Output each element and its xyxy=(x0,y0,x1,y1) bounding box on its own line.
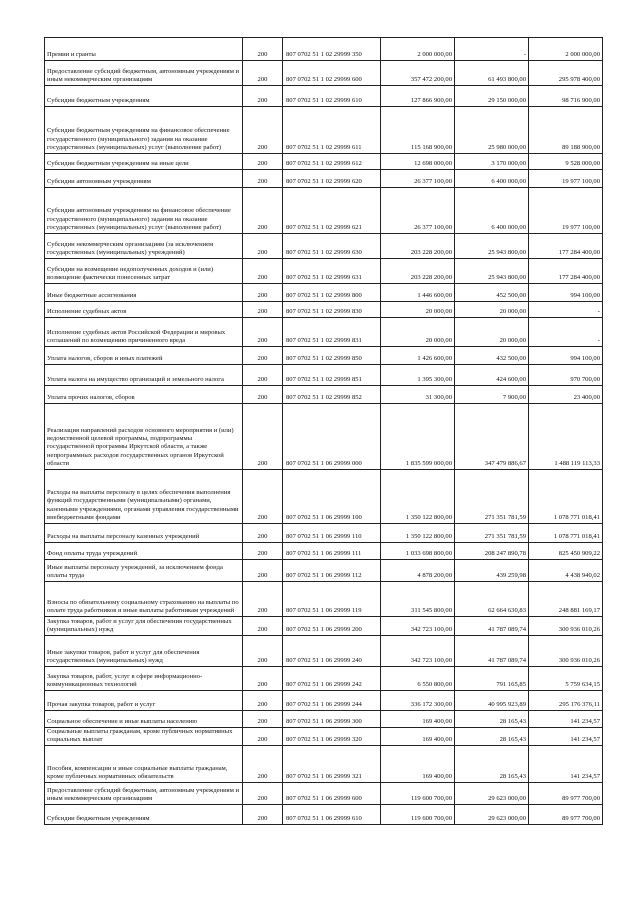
row-executed-amount: 29 623 000,00 xyxy=(455,783,529,805)
row-budget-code: 807 0702 51 1 02 29999 852 xyxy=(283,386,381,404)
row-approved-amount: 336 172 300,00 xyxy=(381,691,455,711)
table-row xyxy=(45,284,603,302)
row-line-code: 200 xyxy=(243,234,283,259)
row-budget-code: 807 0702 51 1 06 29999 110 xyxy=(283,524,381,543)
row-executed-amount: 791 165,85 xyxy=(455,667,529,691)
row-budget-code: 807 0702 51 1 06 29999 000 xyxy=(283,404,381,470)
row-line-code: 200 xyxy=(243,170,283,188)
row-executed-amount: 28 165,43 xyxy=(455,711,529,728)
row-line-code: 200 xyxy=(243,259,283,284)
row-executed-amount: 40 995 923,89 xyxy=(455,691,529,711)
row-executed-amount: 25 943 800,00 xyxy=(455,234,529,259)
row-approved-amount: 115 168 900,00 xyxy=(381,107,455,154)
row-executed-amount: 25 980 000,00 xyxy=(455,107,529,154)
table-row xyxy=(45,107,603,154)
row-executed-amount: 424 600,00 xyxy=(455,365,529,386)
row-approved-amount: 1 426 600,00 xyxy=(381,347,455,365)
table-row xyxy=(45,582,603,617)
row-budget-code: 807 0702 51 1 02 29999 851 xyxy=(283,365,381,386)
row-budget-code: 807 0702 51 1 02 29999 610 xyxy=(283,86,381,107)
row-approved-amount: 119 600 700,00 xyxy=(381,783,455,805)
row-executed-amount: 6 400 000,00 xyxy=(455,188,529,234)
table-row xyxy=(45,302,603,318)
row-line-code: 200 xyxy=(243,318,283,347)
row-unexecuted-amount: 9 528 000,00 xyxy=(529,154,603,170)
row-executed-amount: 62 664 630,83 xyxy=(455,582,529,617)
row-executed-amount: 20 000,00 xyxy=(455,318,529,347)
row-approved-amount: 12 698 000,00 xyxy=(381,154,455,170)
row-approved-amount: 4 878 200,00 xyxy=(381,560,455,582)
row-approved-amount: 342 723 100,00 xyxy=(381,636,455,667)
row-unexecuted-amount: 177 284 400,00 xyxy=(529,259,603,284)
row-executed-amount: 347 479 886,67 xyxy=(455,404,529,470)
row-executed-amount: 28 165,43 xyxy=(455,728,529,746)
row-name: Социальное обеспечение и иные выплаты населению xyxy=(45,711,243,728)
row-line-code: 200 xyxy=(243,617,283,636)
row-approved-amount: 311 545 800,00 xyxy=(381,582,455,617)
row-budget-code: 807 0702 51 1 06 29999 112 xyxy=(283,560,381,582)
table-row xyxy=(45,234,603,259)
row-budget-code: 807 0702 51 1 02 29999 630 xyxy=(283,234,381,259)
row-line-code: 200 xyxy=(243,38,283,61)
row-line-code: 200 xyxy=(243,86,283,107)
row-name: Субсидии некоммерческим организациям (за исключением государственных (муниципальных) учреждений) xyxy=(45,234,243,259)
row-name: Расходы на выплаты персоналу в целях обеспечения выполнения функций государственными (муниципальными) органами, казенными учреждениями, органами управления государственными внебюджетными фондами xyxy=(45,470,243,524)
table-row xyxy=(45,711,603,728)
row-unexecuted-amount: 141 234,57 xyxy=(529,746,603,783)
row-budget-code: 807 0702 51 1 02 29999 631 xyxy=(283,259,381,284)
row-line-code: 200 xyxy=(243,61,283,86)
row-approved-amount: 20 000,00 xyxy=(381,302,455,318)
row-budget-code: 807 0702 51 1 06 29999 111 xyxy=(283,543,381,560)
row-name: Исполнение судебных актов Российской Федерации и мировых соглашений по возмещению причиненного вреда xyxy=(45,318,243,347)
row-approved-amount: 31 300,00 xyxy=(381,386,455,404)
row-line-code: 200 xyxy=(243,667,283,691)
row-unexecuted-amount: 1 488 119 113,33 xyxy=(529,404,603,470)
row-name: Субсидии на возмещение недополученных доходов и (или) возмещение фактически понесенных затрат xyxy=(45,259,243,284)
table-row xyxy=(45,728,603,746)
row-unexecuted-amount: 177 284 400,00 xyxy=(529,234,603,259)
budget-execution-table xyxy=(44,37,603,825)
row-budget-code: 807 0702 51 1 02 29999 612 xyxy=(283,154,381,170)
row-budget-code: 807 0702 51 1 06 29999 610 xyxy=(283,805,381,825)
row-line-code: 200 xyxy=(243,711,283,728)
row-approved-amount: 203 228 200,00 xyxy=(381,259,455,284)
row-budget-code: 807 0702 51 1 06 29999 100 xyxy=(283,470,381,524)
row-executed-amount: 452 500,00 xyxy=(455,284,529,302)
row-line-code: 200 xyxy=(243,347,283,365)
row-name: Субсидии бюджетным учреждениям xyxy=(45,86,243,107)
row-line-code: 200 xyxy=(243,805,283,825)
row-executed-amount: 7 900,00 xyxy=(455,386,529,404)
row-approved-amount: 127 866 900,00 xyxy=(381,86,455,107)
row-line-code: 200 xyxy=(243,746,283,783)
row-executed-amount: 439 259,98 xyxy=(455,560,529,582)
row-line-code: 200 xyxy=(243,691,283,711)
row-unexecuted-amount: 141 234,57 xyxy=(529,728,603,746)
row-budget-code: 807 0702 51 1 02 29999 350 xyxy=(283,38,381,61)
row-approved-amount: 6 550 800,00 xyxy=(381,667,455,691)
row-name: Исполнение судебных актов xyxy=(45,302,243,318)
row-line-code: 200 xyxy=(243,636,283,667)
row-unexecuted-amount: 23 400,00 xyxy=(529,386,603,404)
row-name: Премии и гранты xyxy=(45,38,243,61)
row-executed-amount: 41 787 089,74 xyxy=(455,617,529,636)
row-line-code: 200 xyxy=(243,386,283,404)
row-approved-amount: 1 395 300,00 xyxy=(381,365,455,386)
row-budget-code: 807 0702 51 1 02 29999 600 xyxy=(283,61,381,86)
row-unexecuted-amount: 295 978 400,00 xyxy=(529,61,603,86)
row-name: Фонд оплаты труда учреждений xyxy=(45,543,243,560)
row-name: Уплата прочих налогов, сборов xyxy=(45,386,243,404)
row-executed-amount: - xyxy=(455,38,529,61)
table-row xyxy=(45,347,603,365)
row-unexecuted-amount: 141 234,57 xyxy=(529,711,603,728)
row-name: Предоставление субсидий бюджетным, автономным учреждениям и иным некоммерческим организациям xyxy=(45,783,243,805)
row-executed-amount: 20 000,00 xyxy=(455,302,529,318)
row-unexecuted-amount: 994 100,00 xyxy=(529,284,603,302)
table-row xyxy=(45,746,603,783)
row-approved-amount: 169 400,00 xyxy=(381,711,455,728)
row-budget-code: 807 0702 51 1 02 29999 620 xyxy=(283,170,381,188)
row-approved-amount: 1 835 599 000,00 xyxy=(381,404,455,470)
row-line-code: 200 xyxy=(243,188,283,234)
row-approved-amount: 357 472 200,00 xyxy=(381,61,455,86)
row-unexecuted-amount: 825 450 909,22 xyxy=(529,543,603,560)
row-budget-code: 807 0702 51 1 06 29999 240 xyxy=(283,636,381,667)
row-unexecuted-amount: 89 977 700,00 xyxy=(529,805,603,825)
row-name: Закупка товаров, работ, услуг в сфере информационно-коммуникационных технологий xyxy=(45,667,243,691)
row-executed-amount: 41 787 089,74 xyxy=(455,636,529,667)
row-name: Реализация направлений расходов основного мероприятия и (или) ведомственной целевой программы, подпрограммы государственной программы Иркутской области, а также непрограммных расходов государственных органов Иркутской области xyxy=(45,404,243,470)
row-executed-amount: 208 247 890,78 xyxy=(455,543,529,560)
row-unexecuted-amount: 1 078 771 018,41 xyxy=(529,470,603,524)
row-name: Уплата налогов, сборов и иных платежей xyxy=(45,347,243,365)
table-row xyxy=(45,404,603,470)
row-unexecuted-amount: 295 176 376,11 xyxy=(529,691,603,711)
row-approved-amount: 169 400,00 xyxy=(381,746,455,783)
table-row xyxy=(45,805,603,825)
row-unexecuted-amount: 300 936 010,26 xyxy=(529,636,603,667)
table-body xyxy=(45,38,603,825)
row-unexecuted-amount: 1 078 771 018,41 xyxy=(529,524,603,543)
table-row xyxy=(45,154,603,170)
row-budget-code: 807 0702 51 1 06 29999 300 xyxy=(283,711,381,728)
row-name: Иные бюджетные ассигнования xyxy=(45,284,243,302)
row-unexecuted-amount: 5 759 634,15 xyxy=(529,667,603,691)
row-line-code: 200 xyxy=(243,302,283,318)
row-line-code: 200 xyxy=(243,107,283,154)
row-unexecuted-amount: 4 438 940,02 xyxy=(529,560,603,582)
row-name: Взносы по обязательному социальному страхованию на выплаты по оплате труда работников и иные выплаты работникам учреждений xyxy=(45,582,243,617)
row-unexecuted-amount: 98 716 900,00 xyxy=(529,86,603,107)
table-row xyxy=(45,783,603,805)
table-row xyxy=(45,470,603,524)
table-row xyxy=(45,188,603,234)
row-name: Субсидии бюджетным учреждениям xyxy=(45,805,243,825)
table-row xyxy=(45,560,603,582)
row-line-code: 200 xyxy=(243,470,283,524)
table-row xyxy=(45,170,603,188)
row-name: Прочая закупка товаров, работ и услуг xyxy=(45,691,243,711)
row-budget-code: 807 0702 51 1 06 29999 600 xyxy=(283,783,381,805)
row-unexecuted-amount: 300 936 010,26 xyxy=(529,617,603,636)
table-row xyxy=(45,543,603,560)
table-row xyxy=(45,365,603,386)
row-unexecuted-amount: 19 977 100,00 xyxy=(529,170,603,188)
row-budget-code: 807 0702 51 1 02 29999 621 xyxy=(283,188,381,234)
table-row xyxy=(45,318,603,347)
table-row xyxy=(45,524,603,543)
row-executed-amount: 61 493 800,00 xyxy=(455,61,529,86)
row-approved-amount: 1 446 600,00 xyxy=(381,284,455,302)
row-approved-amount: 20 000,00 xyxy=(381,318,455,347)
row-budget-code: 807 0702 51 1 02 29999 850 xyxy=(283,347,381,365)
row-line-code: 200 xyxy=(243,560,283,582)
row-executed-amount: 271 351 781,59 xyxy=(455,470,529,524)
row-line-code: 200 xyxy=(243,365,283,386)
row-approved-amount: 1 350 122 800,00 xyxy=(381,524,455,543)
row-executed-amount: 29 150 000,00 xyxy=(455,86,529,107)
row-name: Субсидии автономным учреждениям xyxy=(45,170,243,188)
row-line-code: 200 xyxy=(243,728,283,746)
row-executed-amount: 432 500,00 xyxy=(455,347,529,365)
row-unexecuted-amount: 2 000 000,00 xyxy=(529,38,603,61)
row-unexecuted-amount: - xyxy=(529,318,603,347)
row-budget-code: 807 0702 51 1 02 29999 830 xyxy=(283,302,381,318)
row-budget-code: 807 0702 51 1 02 29999 831 xyxy=(283,318,381,347)
row-name: Закупка товаров, работ и услуг для обеспечения государственных (муниципальных) нужд xyxy=(45,617,243,636)
row-budget-code: 807 0702 51 1 06 29999 244 xyxy=(283,691,381,711)
table-row xyxy=(45,617,603,636)
row-approved-amount: 342 723 100,00 xyxy=(381,617,455,636)
row-executed-amount: 29 623 000,00 xyxy=(455,805,529,825)
row-name: Субсидии бюджетным учреждениям на иные цели xyxy=(45,154,243,170)
row-executed-amount: 6 400 000,00 xyxy=(455,170,529,188)
row-unexecuted-amount: 89 977 700,00 xyxy=(529,783,603,805)
row-approved-amount: 1 033 698 800,00 xyxy=(381,543,455,560)
row-name: Иные закупки товаров, работ и услуг для обеспечения государственных (муниципальных) нужд xyxy=(45,636,243,667)
row-line-code: 200 xyxy=(243,783,283,805)
row-line-code: 200 xyxy=(243,524,283,543)
table-row xyxy=(45,61,603,86)
row-line-code: 200 xyxy=(243,543,283,560)
row-unexecuted-amount: 89 188 900,00 xyxy=(529,107,603,154)
row-executed-amount: 25 943 800,00 xyxy=(455,259,529,284)
row-unexecuted-amount: 19 977 100,00 xyxy=(529,188,603,234)
table-row xyxy=(45,38,603,61)
table-row xyxy=(45,259,603,284)
row-name: Пособия, компенсации и иные социальные выплаты гражданам, кроме публичных нормативных обязательств xyxy=(45,746,243,783)
row-line-code: 200 xyxy=(243,582,283,617)
row-name: Расходы на выплаты персоналу казенных учреждений xyxy=(45,524,243,543)
row-name: Предоставление субсидий бюджетным, автономным учреждениям и иным некоммерческим организациям xyxy=(45,61,243,86)
table-row xyxy=(45,386,603,404)
table-row xyxy=(45,636,603,667)
table-row xyxy=(45,691,603,711)
row-approved-amount: 169 400,00 xyxy=(381,728,455,746)
row-unexecuted-amount: 970 700,00 xyxy=(529,365,603,386)
row-line-code: 200 xyxy=(243,284,283,302)
row-approved-amount: 203 228 200,00 xyxy=(381,234,455,259)
table-row xyxy=(45,86,603,107)
row-unexecuted-amount: - xyxy=(529,302,603,318)
row-budget-code: 807 0702 51 1 02 29999 800 xyxy=(283,284,381,302)
row-unexecuted-amount: 248 881 169,17 xyxy=(529,582,603,617)
row-name: Уплата налога на имущество организаций и земельного налога xyxy=(45,365,243,386)
row-budget-code: 807 0702 51 1 06 29999 242 xyxy=(283,667,381,691)
row-approved-amount: 26 377 100,00 xyxy=(381,170,455,188)
row-name: Субсидии бюджетным учреждениям на финансовое обеспечение государственного (муниципального) задания на оказание государственных (муниципальных) услуг (выполнение работ) xyxy=(45,107,243,154)
row-budget-code: 807 0702 51 1 02 29999 611 xyxy=(283,107,381,154)
row-executed-amount: 271 351 781,59 xyxy=(455,524,529,543)
row-line-code: 200 xyxy=(243,404,283,470)
row-approved-amount: 26 377 100,00 xyxy=(381,188,455,234)
row-budget-code: 807 0702 51 1 06 29999 200 xyxy=(283,617,381,636)
row-approved-amount: 1 350 122 800,00 xyxy=(381,470,455,524)
row-executed-amount: 3 170 000,00 xyxy=(455,154,529,170)
row-approved-amount: 2 000 000,00 xyxy=(381,38,455,61)
row-executed-amount: 28 165,43 xyxy=(455,746,529,783)
row-budget-code: 807 0702 51 1 06 29999 119 xyxy=(283,582,381,617)
row-approved-amount: 119 600 700,00 xyxy=(381,805,455,825)
row-unexecuted-amount: 994 100,00 xyxy=(529,347,603,365)
row-budget-code: 807 0702 51 1 06 29999 321 xyxy=(283,746,381,783)
row-line-code: 200 xyxy=(243,154,283,170)
row-name: Иные выплаты персоналу учреждений, за исключением фонда оплаты труда xyxy=(45,560,243,582)
table-row xyxy=(45,667,603,691)
row-name: Субсидии автономным учреждениям на финансовое обеспечение государственного (муниципального) задания на оказание государственных (муниципальных) услуг (выполнение работ) xyxy=(45,188,243,234)
row-name: Социальные выплаты гражданам, кроме публичных нормативных социальных выплат xyxy=(45,728,243,746)
row-budget-code: 807 0702 51 1 06 29999 320 xyxy=(283,728,381,746)
